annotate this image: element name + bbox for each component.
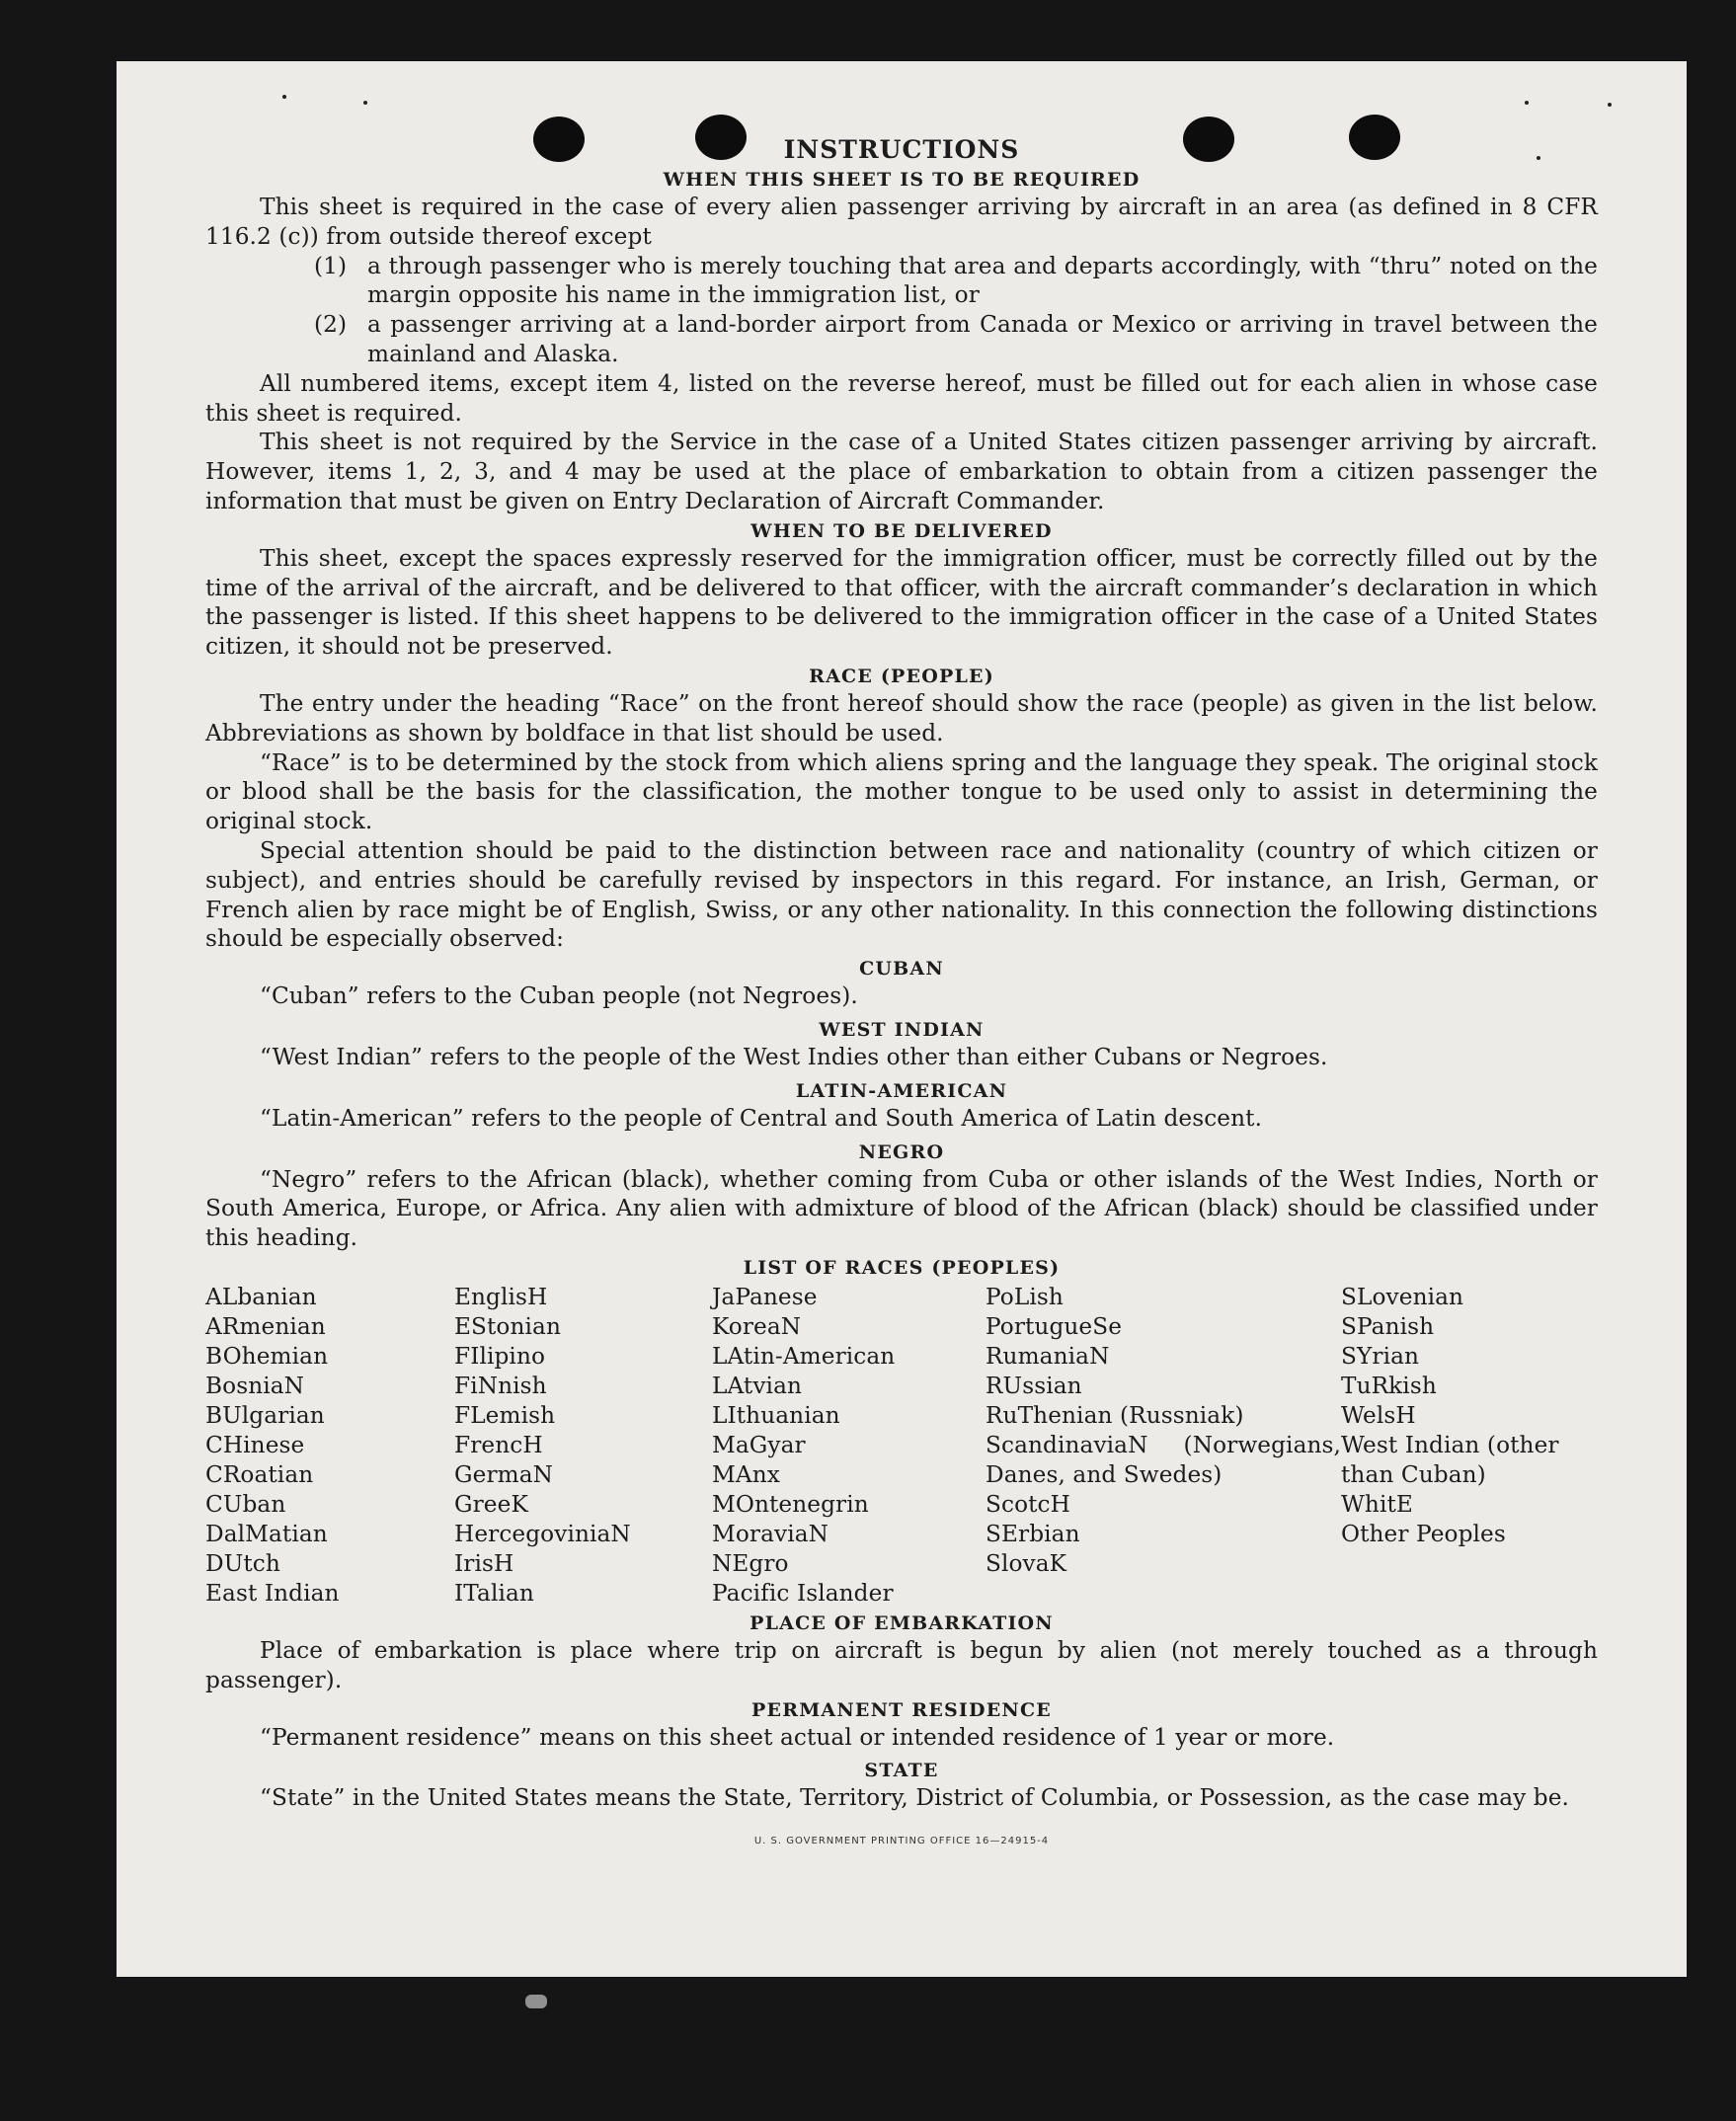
race-item: WhitE xyxy=(1341,1490,1413,1518)
section-heading: WHEN TO BE DELIVERED xyxy=(750,519,1053,542)
paragraph: “Negro” refers to the African (black), whether coming from Cuba or other islands of the West Indies, North or South America, Europe, or Africa. Any alien with admixture of blood of the African (black) should be classified under this heading. xyxy=(205,1165,1598,1252)
race-item: NEgro xyxy=(712,1549,789,1577)
race-column xyxy=(712,1283,986,1609)
race-item: GreeK xyxy=(454,1490,528,1518)
race-item: MAnx xyxy=(712,1460,780,1488)
race-item: IrisH xyxy=(454,1549,514,1577)
race-item: FrencH xyxy=(454,1431,543,1458)
race-item: GermaN xyxy=(454,1460,554,1488)
race-item: LAtin-American xyxy=(712,1342,896,1370)
paragraph: This sheet is required in the case of every alien passenger arriving by aircraft in an area (as defined in 8 CFR 116.2 (c)) from outside thereof except xyxy=(205,194,1598,250)
printer-imprint: U. S. GOVERNMENT PRINTING OFFICE 16—24915-4 xyxy=(753,1836,1050,1847)
race-item: Pacific Islander xyxy=(712,1579,894,1607)
speck xyxy=(282,95,286,99)
race-item: PortugueSe xyxy=(986,1312,1123,1340)
race-item: SErbian xyxy=(986,1520,1080,1547)
race-item: BUlgarian xyxy=(205,1401,325,1429)
race-item: ScotcH xyxy=(986,1490,1070,1518)
race-item: RuThenian (Russniak) xyxy=(986,1401,1244,1429)
paragraph: This sheet, except the spaces expressly reserved for the immigration officer, must be correctly filled out by the time of the arrival of the aircraft, and be delivered to that officer, with the aircraft commander’s declaration in which the passenger is listed. If this sheet happens to be delivered to the immigration officer in the case of a United States citizen, it should not be preserved. xyxy=(205,544,1598,661)
race-item: ScandinaviaN (Norwegians, Danes, and Swedes) xyxy=(986,1431,1341,1488)
section-heading: LATIN-AMERICAN xyxy=(795,1079,1008,1102)
race-column xyxy=(205,1283,454,1609)
list-text: a through passenger who is merely touching that area and departs accordingly, with “thru” noted on the margin opposite his name in the immigration list, or xyxy=(367,252,1598,309)
race-item: JaPanese xyxy=(712,1283,818,1310)
list-text: a passenger arriving at a land-border airport from Canada or Mexico or arriving in travel between the mainland and Alaska. xyxy=(367,311,1598,367)
speck xyxy=(1525,101,1529,105)
document-sheet xyxy=(117,61,1687,1977)
race-item: CHinese xyxy=(205,1431,305,1458)
race-item: TuRkish xyxy=(1341,1372,1437,1399)
list-number: (1) xyxy=(314,252,348,279)
instructions-content xyxy=(205,135,1598,1856)
section-heading: LIST OF RACES (PEOPLES) xyxy=(743,1256,1061,1279)
race-item: CUban xyxy=(205,1490,286,1518)
race-item: CRoatian xyxy=(205,1460,314,1488)
race-item: DUtch xyxy=(205,1549,280,1577)
race-item: BOhemian xyxy=(205,1342,329,1370)
race-column xyxy=(986,1283,1341,1609)
race-item: ARmenian xyxy=(205,1312,326,1340)
speck xyxy=(363,101,367,105)
race-item: MaGyar xyxy=(712,1431,806,1458)
paragraph: “State” in the United States means the State, Territory, District of Columbia, or Possession, as the case may be. xyxy=(260,1784,1570,1812)
race-item: ALbanian xyxy=(205,1283,317,1310)
section-heading: RACE (PEOPLE) xyxy=(809,665,994,687)
section-heading: PERMANENT RESIDENCE xyxy=(751,1698,1052,1721)
section-heading: WHEN THIS SHEET IS TO BE REQUIRED xyxy=(663,169,1141,191)
race-item: EnglisH xyxy=(454,1283,548,1310)
race-list xyxy=(205,1283,1598,1609)
race-item: SPanish xyxy=(1341,1312,1435,1340)
paragraph: Special attention should be paid to the distinction between race and nationality (country of which citizen or subject), and entries should be carefully revised by inspectors in this regard. For instance, an Irish, German, or French alien by race might be of English, Swiss, or any other nationality. In this connection the following distinctions should be especially observed: xyxy=(205,836,1598,953)
race-item: RumaniaN xyxy=(986,1342,1110,1370)
race-item: KoreaN xyxy=(712,1312,802,1340)
race-item: West Indian (other than Cuban) xyxy=(1341,1431,1559,1488)
race-item: LIthuanian xyxy=(712,1401,840,1429)
ink-mark xyxy=(525,1995,547,2008)
race-item: DalMatian xyxy=(205,1520,328,1547)
speck xyxy=(1608,103,1612,107)
race-item: EStonian xyxy=(454,1312,561,1340)
race-column xyxy=(1341,1283,1598,1609)
race-item: ITalian xyxy=(454,1579,534,1607)
race-item: PoLish xyxy=(986,1283,1064,1310)
race-item: WelsH xyxy=(1341,1401,1416,1429)
section-heading: NEGRO xyxy=(858,1140,945,1163)
section-heading: STATE xyxy=(864,1760,939,1782)
race-item: FiNnish xyxy=(454,1372,547,1399)
paragraph: “Race” is to be determined by the stock from which aliens spring and the language they speak. The original stock or blood shall be the basis for the classification, the mother tongue to be used only to assist in determining the original stock. xyxy=(205,748,1598,835)
paragraph: “Cuban” refers to the Cuban people (not Negroes). xyxy=(260,982,858,1010)
page-title: INSTRUCTIONS xyxy=(783,135,1020,164)
paragraph: This sheet is not required by the Service in the case of a United States citizen passenger arriving by aircraft. However, items 1, 2, 3, and 4 may be used at the place of embarkation to obtain from a citizen passenger the information that must be given on Entry Declaration of Aircraft Commander. xyxy=(205,429,1598,514)
race-item: LAtvian xyxy=(712,1372,803,1399)
race-item: FLemish xyxy=(454,1401,556,1429)
race-item: East Indian xyxy=(205,1579,340,1607)
section-heading: CUBAN xyxy=(859,958,944,981)
list-number: (2) xyxy=(314,311,348,339)
race-item: MoraviaN xyxy=(712,1520,829,1547)
race-item: HercegoviniaN xyxy=(454,1520,631,1547)
paragraph: “Latin-American” refers to the people of Central and South America of Latin descent. xyxy=(260,1104,1263,1132)
list-item xyxy=(205,310,1598,369)
section-heading: WEST INDIAN xyxy=(819,1018,985,1041)
race-item: Other Peoples xyxy=(1341,1520,1506,1547)
paragraph: Place of embarkation is place where trip on aircraft is begun by alien (not merely touched as a through passenger). xyxy=(205,1636,1598,1693)
race-item: SLovenian xyxy=(1341,1283,1464,1310)
race-item: MOntenegrin xyxy=(712,1490,869,1518)
race-item: SlovaK xyxy=(986,1549,1067,1577)
section-heading: PLACE OF EMBARKATION xyxy=(750,1611,1054,1634)
race-item: RUssian xyxy=(986,1372,1082,1399)
race-item: BosniaN xyxy=(205,1372,305,1399)
paragraph: “Permanent residence” means on this sheet actual or intended residence of 1 year or more. xyxy=(260,1723,1335,1751)
race-item: SYrian xyxy=(1341,1342,1420,1370)
race-item: FIlipino xyxy=(454,1342,546,1370)
race-column xyxy=(454,1283,712,1609)
paragraph: “West Indian” refers to the people of the West Indies other than either Cubans or Negroes. xyxy=(260,1043,1328,1070)
paragraph: All numbered items, except item 4, listed on the reverse hereof, must be filled out for each alien in whose case this sheet is required. xyxy=(205,369,1598,427)
paragraph: The entry under the heading “Race” on the front hereof should show the race (people) as given in the list below. Abbreviations as shown by boldface in that list should be used. xyxy=(205,689,1598,746)
list-item xyxy=(205,252,1598,311)
